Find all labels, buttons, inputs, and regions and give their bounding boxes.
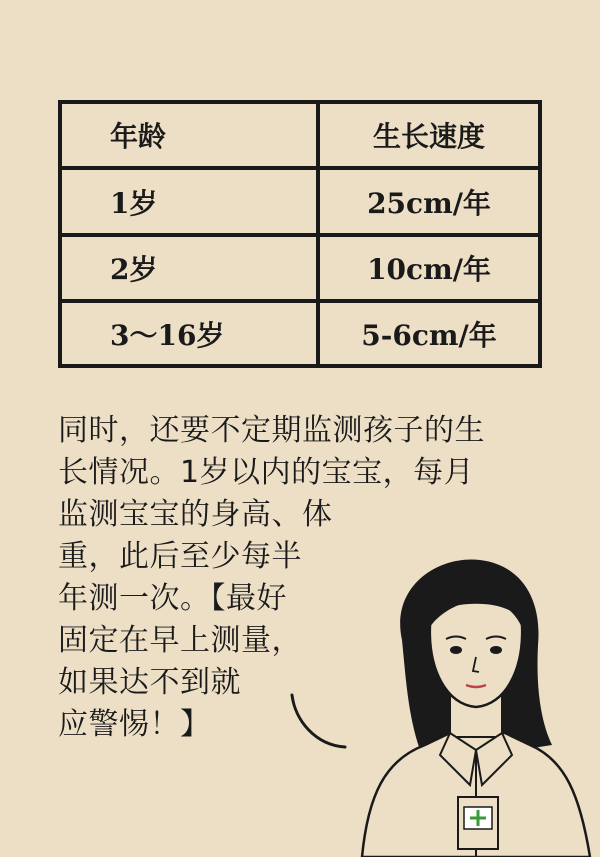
doctor-illustration [290, 545, 600, 857]
paragraph-line: 同时，还要不定期监测孩子的生 [58, 413, 485, 448]
growth-rate-table [58, 100, 542, 368]
paragraph-line: 固定在早上测量， [58, 623, 302, 658]
header-age: 年龄 [62, 104, 320, 170]
paragraph-line: 监测宝宝的身高、体 [58, 497, 333, 532]
header-growth-rate: 生长速度 [320, 104, 538, 170]
table-row [62, 237, 538, 303]
paragraph-line: 如果达不到就 [58, 665, 241, 700]
row-age: 1岁 [62, 170, 320, 236]
table-row [62, 303, 538, 364]
paragraph-line: 重，此后至少每半 [58, 539, 302, 574]
table-row [62, 170, 538, 236]
paragraph-line: 长情况。1岁以内的宝宝，每月 [58, 455, 475, 490]
left-eye [450, 646, 462, 654]
row-age: 2岁 [62, 237, 320, 303]
paragraph-line: 应警惕！】 [58, 707, 211, 742]
row-growth-rate: 5-6cm/年 [361, 318, 497, 352]
table-header-row [62, 104, 538, 170]
paragraph-line: 年测一次。【最好 [58, 581, 287, 616]
row-growth-rate: 10cm/年 [320, 237, 538, 303]
row-growth-rate: 25cm/年 [320, 170, 538, 236]
right-eye [490, 646, 502, 654]
row-age: 3～16岁 [62, 303, 320, 364]
speech-pointer-curve [292, 695, 345, 747]
